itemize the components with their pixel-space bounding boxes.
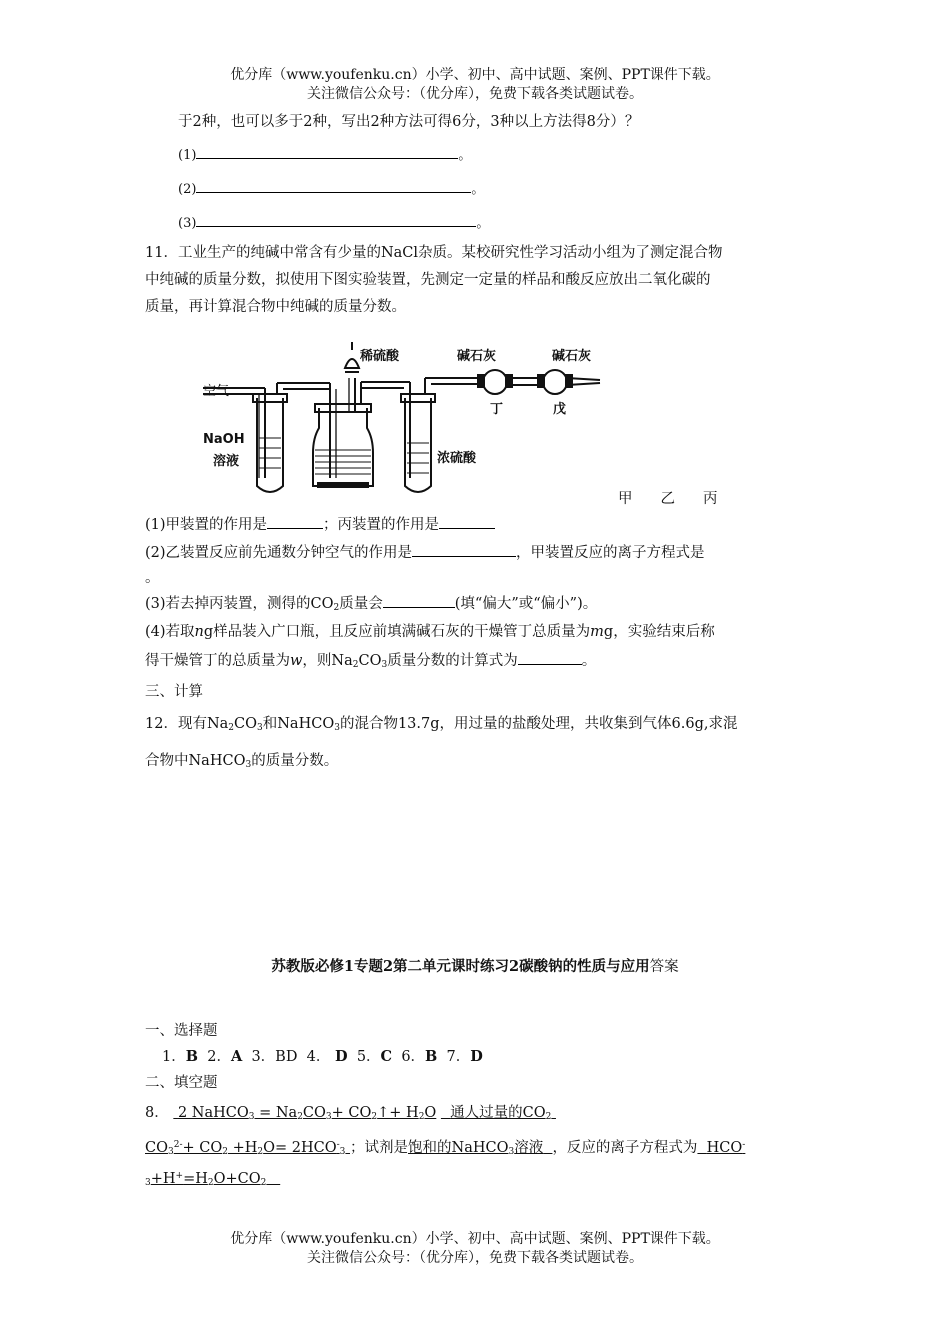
footer-line-2: 关注微信公众号：（优分库），免费下载各类试题试卷。 (307, 1250, 643, 1266)
eq-sup: 2- (173, 1140, 183, 1150)
caption-yi: 乙 (660, 491, 675, 507)
q10-item-2 (178, 178, 484, 197)
eq-sup: + (175, 1171, 184, 1181)
q8-co2-answer (441, 1105, 556, 1121)
choice-answer: D (335, 1048, 348, 1065)
q8-answer-line-3 (145, 1171, 280, 1188)
var-n: n (194, 624, 204, 640)
q12-a: 12．现有Na (145, 716, 229, 732)
q10-item-3-label: (3) (178, 216, 197, 231)
choice-answer: B (185, 1048, 198, 1065)
eq-part: CO (145, 1140, 168, 1156)
eq-sub: 2 (297, 1112, 303, 1122)
q12-s1: 2 (228, 723, 235, 733)
label-soda-lime-1: 碱石灰 (457, 349, 497, 364)
eq-part: HCO (706, 1140, 743, 1156)
label-solution: 溶液 (213, 454, 240, 469)
choice-num: 4． (306, 1049, 331, 1065)
eq-part: O (424, 1105, 437, 1121)
q11-part-4-g: 质量分数的计算式为 (387, 653, 518, 669)
answer-title-bold: 苏教版必修1专题2第二单元课时练习2碳酸钠的性质与应用 (271, 958, 650, 975)
header-line-1: 优分库（www.youfenku.cn）小学、初中、高中试题、案例、PPT课件下载。 (230, 67, 720, 83)
answer-blank[interactable] (439, 514, 495, 529)
eq-part: O+CO (213, 1171, 261, 1187)
eq-sub: 3 (145, 1178, 151, 1188)
eq-part: 通人过量的CO (450, 1105, 546, 1121)
q11-part-4-e: ，则Na (302, 653, 353, 669)
choice-answers (162, 1045, 483, 1066)
q11-intro-1: 11．工业生产的纯碱中常含有少量的NaCl杂质。某校研究性学习活动小组为了测定混合物 (145, 245, 723, 261)
q12-f: 的质量分数。 (251, 753, 339, 769)
q12-c: 和NaHCO (262, 716, 335, 732)
eq-part: CO (302, 1105, 326, 1121)
eq-part: ↑+ H (377, 1105, 419, 1121)
q8-ionic-eq (145, 1140, 350, 1156)
eq-part: + CO (331, 1105, 372, 1121)
q11-part-2-b: ，甲装置反应的离子方程式是 (516, 545, 705, 561)
eq-part: O= 2HCO (263, 1140, 337, 1156)
q11-part-4-d: 得干燥管丁的总质量为 (145, 653, 290, 669)
q12-b: CO (234, 716, 258, 732)
q10-item-1-label: (1) (178, 148, 197, 163)
label-ding: 丁 (490, 402, 504, 417)
q12-d: 的混合物13.7g，用过量的盐酸处理，共收集到气体6.6g,求混 (339, 716, 738, 732)
eq-part: 饱和的NaHCO (408, 1140, 509, 1156)
answer-blank[interactable] (412, 542, 516, 557)
eq-part: =H (183, 1171, 208, 1187)
q10-item-1-end: 。 (458, 148, 472, 163)
q8-ionic-answer-cont (145, 1171, 280, 1187)
header-line-2: 关注微信公众号：（优分库），免费下载各类试题试卷。 (307, 86, 643, 102)
eq-part: 溶液 (514, 1140, 544, 1156)
eq-sub: 3 (508, 1147, 515, 1157)
choice-num: 6． (401, 1049, 426, 1065)
answer-title (0, 955, 950, 976)
q10-item-1 (178, 144, 471, 163)
answer-blank[interactable] (196, 212, 476, 227)
q11-part-4-a: (4)若取 (145, 624, 195, 640)
label-air: 空气 (203, 384, 230, 399)
q11-intro-2: 中纯碱的质量分数，拟使用下图实验装置，先测定一定量的样品和酸反应放出二氧化碳的 (145, 272, 711, 288)
eq-part: +H (227, 1140, 258, 1156)
q8-answer-line-1 (145, 1101, 556, 1122)
q8-reagent-label: ；试剂是 (350, 1140, 409, 1156)
q10-item-3 (178, 212, 489, 231)
q12-s2: 3 (257, 723, 263, 733)
q11-part-4 (145, 620, 715, 641)
q11-part-3-a: (3)若去掉丙装置，测得的CO (145, 596, 334, 612)
q11-part-2-end: 。 (145, 570, 160, 586)
choice-answer: A (230, 1048, 243, 1065)
answer-section-2: 二、填空题 (145, 1075, 218, 1091)
q11-part-1-a: (1)甲装置的作用是 (145, 517, 268, 533)
eq-sup: - (742, 1140, 746, 1150)
answer-title-rest: 答案 (649, 959, 679, 975)
answer-blank[interactable] (196, 178, 471, 193)
q11-part-2 (145, 541, 705, 562)
q8-num: 8． (145, 1105, 169, 1121)
q11-part-3-b: 质量会 (339, 596, 383, 612)
q8-ionic-answer (697, 1140, 745, 1156)
caption-jia: 甲 (618, 491, 633, 507)
q11-part-3-c: (填“偏大”或“偏小”)。 (454, 596, 598, 612)
choice-num: 2． (207, 1049, 231, 1065)
eq-part: + CO (182, 1140, 223, 1156)
eq-part: +H (150, 1171, 176, 1187)
eq-sub: 2 (371, 1112, 378, 1122)
choice-answer: B (425, 1048, 438, 1065)
label-dilute-acid: 稀硫酸 (360, 349, 400, 364)
q8-ionic-label: ，反应的离子方程式为 (552, 1140, 698, 1156)
eq-part: = Na (254, 1105, 298, 1121)
q11-part-4-sub1: 2 (352, 660, 359, 670)
choice-answer: D (470, 1048, 483, 1065)
q10-item-3-end: 。 (476, 216, 490, 231)
q12-line-1 (145, 712, 737, 733)
q8-equation (173, 1105, 436, 1121)
q11-part-2-a: (2)乙装置反应前先通数分钟空气的作用是 (145, 545, 413, 561)
q12-e: 合物中NaHCO (145, 753, 246, 769)
eq-sub: 2 (207, 1178, 214, 1188)
answer-blank[interactable] (518, 650, 582, 665)
q11-part-4-f: CO (358, 653, 382, 669)
q12-s3: 3 (334, 723, 340, 733)
footer-line-1: 优分库（www.youfenku.cn）小学、初中、高中试题、案例、PPT课件下载。 (230, 1231, 720, 1247)
eq-sub: 3 (167, 1147, 174, 1157)
choice-num: 7． (446, 1049, 471, 1065)
eq-sub: 2 (260, 1178, 267, 1188)
q11-part-3 (145, 592, 597, 613)
q11-part-1-b: ；丙装置的作用是 (323, 517, 440, 533)
label-naoh: NaOH (203, 432, 245, 447)
choice-num: 5． (356, 1049, 381, 1065)
diagram-caption (618, 487, 718, 508)
eq-sub: 2 (257, 1147, 264, 1157)
q11-part-3-sub: 2 (333, 603, 340, 613)
section-3-heading: 三、计算 (145, 684, 203, 700)
q8-reagent-answer (408, 1140, 552, 1156)
eq-sub: 3 (248, 1112, 255, 1122)
q11-part-4-h: 。 (581, 653, 597, 669)
q11-part-4-b: g样品装入广口瓶，且反应前填满碱石灰的干燥管丁总质量为 (203, 624, 591, 640)
answer-blank[interactable] (383, 593, 455, 608)
eq-sub: 2 (222, 1147, 228, 1157)
eq-sup: - (336, 1140, 340, 1150)
q11-intro-3: 质量，再计算混合物中纯碱的质量分数。 (145, 299, 406, 315)
q11-part-1 (145, 513, 495, 534)
q12-s4: 3 (245, 760, 252, 770)
q11-part-4-line2 (145, 649, 596, 670)
choice-num: 1． (162, 1049, 186, 1065)
eq-sub: 3 (339, 1147, 346, 1157)
eq-sub: 2 (545, 1112, 552, 1122)
q12-line-2 (145, 749, 338, 770)
eq-sub: 2 (418, 1112, 425, 1122)
q10-item-2-label: (2) (178, 182, 197, 197)
label-wu: 戊 (553, 402, 567, 417)
q11-part-4-sub2: 3 (381, 660, 388, 670)
eq-part: 2 NaHCO (177, 1105, 249, 1121)
var-w: w (290, 653, 303, 669)
label-soda-lime-2: 碱石灰 (552, 349, 592, 364)
answer-blank[interactable] (196, 144, 458, 159)
answer-section-1: 一、选择题 (145, 1023, 218, 1039)
label-conc-acid: 浓硫酸 (437, 451, 477, 466)
q10-tail: 于2种，也可以多于2种，写出2种方法可得6分，3种以上方法得8分）？ (178, 114, 640, 130)
eq-sub: 3 (325, 1112, 332, 1122)
choice-answer: BD (275, 1049, 298, 1065)
choice-answer: C (380, 1048, 393, 1065)
q10-item-2-end: 。 (471, 182, 485, 197)
q11-part-4-c: g，实验结束后称 (603, 624, 715, 640)
choice-num: 3． (251, 1049, 276, 1065)
var-m: m (590, 624, 604, 640)
caption-bing: 丙 (703, 491, 718, 507)
q8-answer-line-2 (145, 1136, 745, 1157)
answer-blank[interactable] (267, 514, 323, 529)
